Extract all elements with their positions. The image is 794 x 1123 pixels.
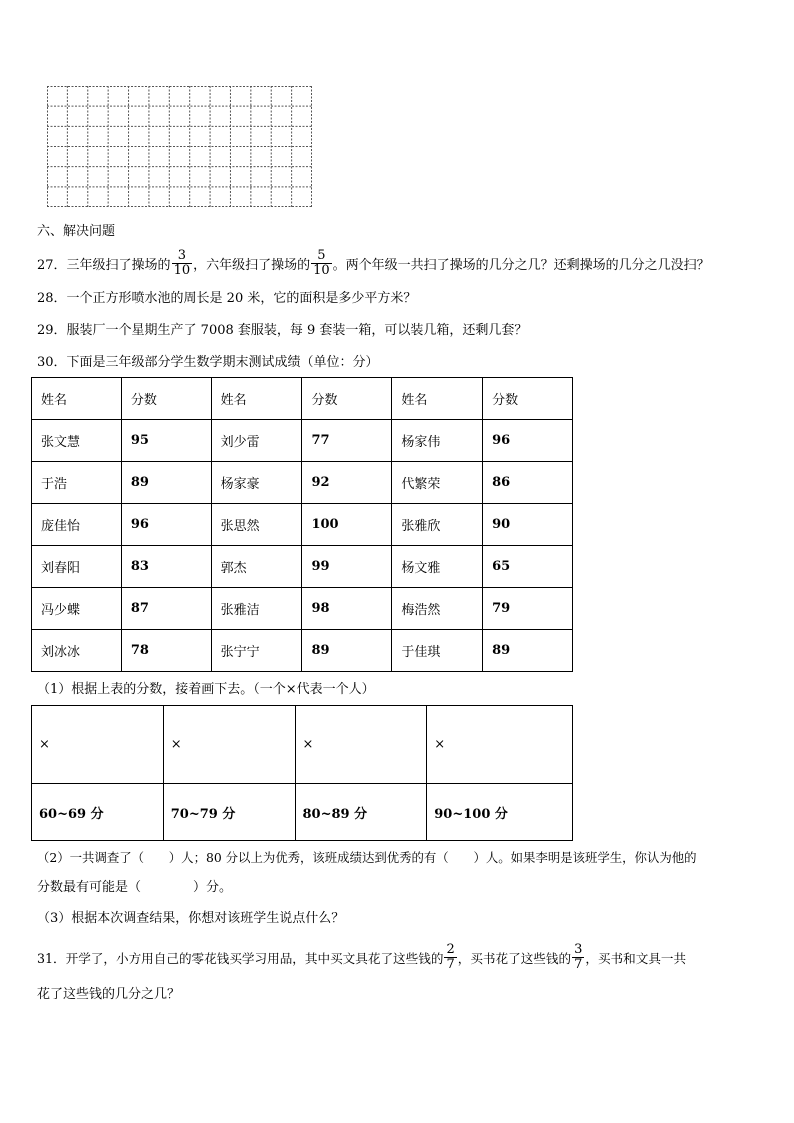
student-name: 刘少雷 <box>211 420 302 462</box>
student-score: 90 <box>483 504 573 546</box>
student-name: 张宁宁 <box>211 630 302 672</box>
range-60-69: 60~69 分 <box>32 784 164 841</box>
q31-part2: ，买书花了这些钱的 <box>457 950 572 966</box>
table-row <box>32 420 573 462</box>
student-score: 92 <box>302 462 392 504</box>
range-80-89: 80~89 分 <box>295 784 427 841</box>
grid-drawing <box>47 86 312 207</box>
header-cell: 姓名 <box>211 378 302 420</box>
q27-fraction-1 <box>172 249 193 278</box>
student-score: 100 <box>302 504 392 546</box>
score-table-header <box>32 378 573 420</box>
range-90-100: 90~100 分 <box>427 784 573 841</box>
question-30-sub3: （3）根据本次调查结果，你想对该班学生说点什么？ <box>37 911 345 926</box>
q27-frac2-numerator: 5 <box>311 249 332 264</box>
student-score: 65 <box>483 546 573 588</box>
question-30-sub1: （1）根据上表的分数，接着画下去。（一个×代表一个人） <box>37 682 375 697</box>
q31-frac2-numerator: 3 <box>574 941 583 957</box>
header-cell: 分数 <box>302 378 392 420</box>
student-name: 刘冰冰 <box>32 630 122 672</box>
question-31-line2: 花了这些钱的几分之几？ <box>37 987 181 1002</box>
student-name: 杨家伟 <box>392 420 483 462</box>
q27-frac1-denominator: 10 <box>173 262 191 278</box>
q31-part1: 31．开学了，小方用自己的零花钱买学习用品，其中买文具花了这些钱的 <box>37 950 444 966</box>
q27-part2: ，六年级扫了操场的 <box>193 257 311 273</box>
student-name: 冯少蝶 <box>32 588 122 630</box>
student-score: 95 <box>121 420 211 462</box>
student-name: 于佳琪 <box>392 630 483 672</box>
header-cell: 姓名 <box>392 378 483 420</box>
table-row <box>32 588 573 630</box>
question-31 <box>37 938 686 976</box>
question-30-sub2-line1: （2）一共调查了（ ）人；80 分以上为优秀，该班成绩达到优秀的有（ ）人。如果李明是该班学生，你认为他的 <box>37 850 697 865</box>
student-score: 77 <box>302 420 392 462</box>
student-name: 刘春阳 <box>32 546 122 588</box>
question-29: 29．服装厂一个星期生产了 7008 套服装，每 9 套装一箱，可以装几箱，还剩几套？ <box>37 323 528 338</box>
student-score: 89 <box>302 630 392 672</box>
student-score: 79 <box>483 588 573 630</box>
student-name: 张思然 <box>211 504 302 546</box>
q27-number: 27． <box>37 257 67 273</box>
student-name: 郭杰 <box>211 546 302 588</box>
tally-marks-row <box>32 706 573 784</box>
header-cell: 分数 <box>483 378 573 420</box>
tally-mark-60: × <box>32 706 164 784</box>
question-30-sub2-line2: 分数最有可能是（ ）分。 <box>37 880 233 895</box>
range-70-79: 70~79 分 <box>163 784 295 841</box>
student-score: 98 <box>302 588 392 630</box>
q27-frac1-numerator: 3 <box>172 249 193 264</box>
tally-table <box>31 705 573 841</box>
student-name: 张雅洁 <box>211 588 302 630</box>
student-name: 张文慧 <box>32 420 122 462</box>
student-score: 78 <box>121 630 211 672</box>
student-score: 99 <box>302 546 392 588</box>
dotted-grid <box>47 86 312 207</box>
table-row <box>32 546 573 588</box>
student-score: 89 <box>121 462 211 504</box>
student-name: 梅浩然 <box>392 588 483 630</box>
q27-part3: 。两个年级一共扫了操场的几分之几？还剩操场的几分之几没扫？ <box>332 257 710 273</box>
student-score: 87 <box>121 588 211 630</box>
table-row <box>32 504 573 546</box>
student-score: 89 <box>483 630 573 672</box>
student-name: 杨家豪 <box>211 462 302 504</box>
q31-fraction-2 <box>572 943 584 972</box>
tally-mark-90: × <box>427 706 573 784</box>
tally-ranges-row <box>32 784 573 841</box>
q27-fraction-2 <box>311 249 332 278</box>
question-28: 28．一个正方形喷水池的周长是 20 米，它的面积是多少平方米？ <box>37 291 417 306</box>
q27-frac2-denominator: 10 <box>313 262 330 278</box>
q31-part3: ，买书和文具一共 <box>585 950 687 966</box>
header-cell: 姓名 <box>32 378 122 420</box>
q31-fraction-1 <box>444 943 456 972</box>
tally-mark-80: × <box>295 706 427 784</box>
student-name: 庞佳怡 <box>32 504 122 546</box>
student-score: 83 <box>121 546 211 588</box>
q31-frac1-denominator: 7 <box>446 956 455 972</box>
student-name: 杨文雅 <box>392 546 483 588</box>
table-row <box>32 462 573 504</box>
q31-frac2-denominator: 7 <box>574 956 583 972</box>
table-row <box>32 630 573 672</box>
student-score: 96 <box>121 504 211 546</box>
score-table <box>31 377 573 672</box>
section-title: 六、解决问题 <box>37 224 116 239</box>
q27-part1: 三年级扫了操场的 <box>66 257 171 273</box>
student-score: 96 <box>483 420 573 462</box>
tally-mark-70: × <box>163 706 295 784</box>
score-table-body <box>32 378 573 672</box>
header-cell: 分数 <box>121 378 211 420</box>
question-27 <box>37 244 710 282</box>
student-name: 代繁荣 <box>392 462 483 504</box>
student-name: 张雅欣 <box>392 504 483 546</box>
q31-frac1-numerator: 2 <box>446 941 455 957</box>
question-30: 30．下面是三年级部分学生数学期末测试成绩（单位：分） <box>37 355 379 370</box>
student-name: 于浩 <box>32 462 122 504</box>
student-score: 86 <box>483 462 573 504</box>
